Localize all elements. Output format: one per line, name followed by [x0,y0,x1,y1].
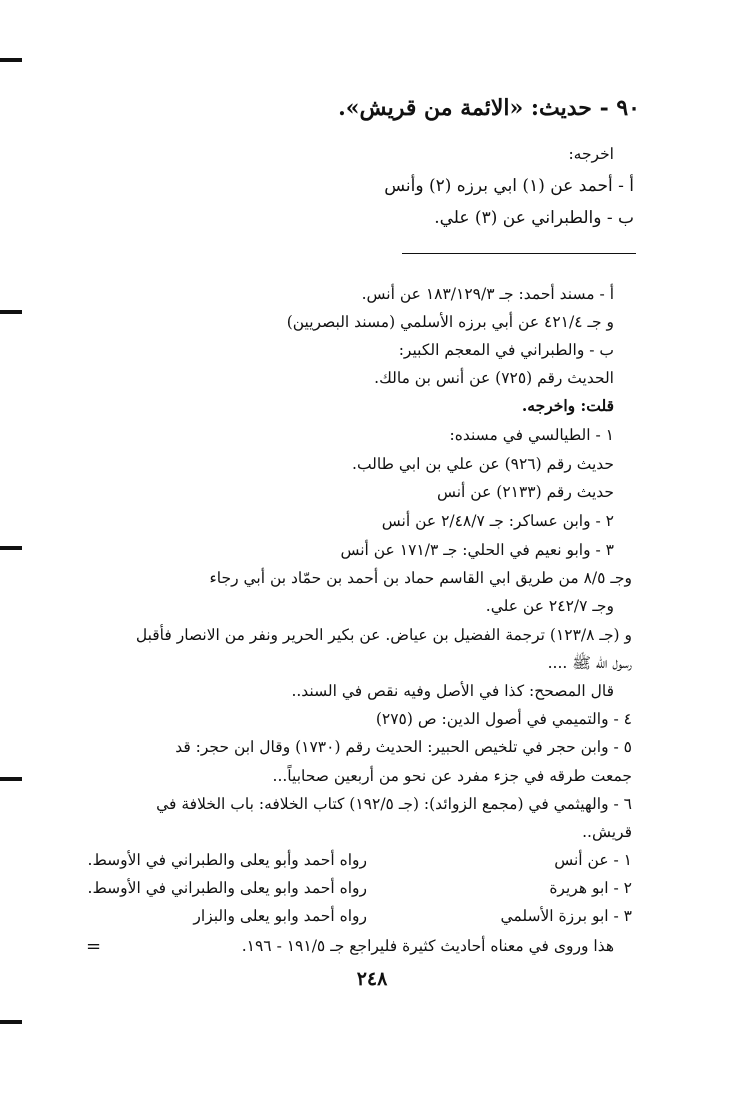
edge-mark [0,1020,22,1024]
narration-source: ١ - عن أنس [554,851,632,869]
note-line: و جـ ٤٢١/٤ عن أبي برزه الأسلمي (مسند البصريين) [286,313,614,331]
narration-source: ٣ - ابو برزة الأسلمي [500,907,632,925]
note-line: و (جـ ١٢٣/٨) ترجمة الفضيل بن عياض. عن بكير الحرير ونفر من الانصار فأقبل [135,626,632,644]
note-line: ٦ - والهيثمي في (مجمع الزوائد): (جـ ١٩٢/٥) كتاب الخلافه: باب الخلافة في [156,795,632,813]
note-line: رسول الله ﷺ .... [547,654,632,672]
edge-mark [0,310,22,314]
edge-mark [0,777,22,781]
narration-row [72,876,632,900]
hadith-title: ٩٠ - حديث: «الائمة من قريش». [338,95,640,121]
note-line: وجـ ٨/٥ من طريق ابي القاسم حماد بن أحمد بن حمّاد بن أبي رجاء [209,569,632,587]
note-line: قلت: واخرجه. [521,396,614,415]
narration-source: ٢ - ابو هريرة [549,879,632,897]
note-line: ٣ - وابو نعيم في الحلي: جـ ١٧١/٣ عن أنس [340,541,614,559]
note-line: جمعت طرقه في جزء مفرد عن نحو من أربعين صحابياً... [272,767,632,785]
note-line: ٥ - وابن حجر في تلخيص الحبير: الحديث رقم (١٧٣٠) وقال ابن حجر: قد [175,738,632,756]
narration-row [72,848,632,872]
note-line: ب - والطبراني في المعجم الكبير: [398,341,614,359]
narration-reporters: رواه أحمد وابو يعلى والبزار [193,907,367,925]
narration-row [72,904,632,928]
note-line: حديث رقم (٩٢٦) عن علي بن ابي طالب. [352,455,614,473]
narration-reporters: رواه أحمد وأبو يعلى والطبراني في الأوسط. [87,851,367,869]
edge-mark [0,58,22,62]
note-line: ١ - الطيالسي في مسنده: [449,426,614,444]
intro-line: أ - أحمد عن (١) ابي برزه (٢) وأنس [384,176,634,196]
note-line: حديث رقم (٢١٣٣) عن أنس [436,483,614,501]
note-line: أ - مسند أحمد: جـ ١٨٣/١٢٩/٣ عن أنس. [361,285,614,303]
note-line: وجـ ٢٤٢/٧ عن علي. [485,597,614,615]
note-line: ٤ - والتميمي في أصول الدين: ص (٢٧٥) [375,710,632,728]
note-line: قريش.. [582,823,632,841]
note-line: قال المصحح: كذا في الأصل وفيه نقص في السند.. [291,682,614,700]
note-line: الحديث رقم (٧٢٥) عن أنس بن مالك. [374,369,614,387]
closing-line: هذا وروى في معناه أحاديث كثيرة فليراجع جـ ١٩١/٥ - ١٩٦. [241,937,614,955]
page-number: ٢٤٨ [356,968,388,990]
edge-mark [0,546,22,550]
note-line: ٢ - وابن عساكر: جـ ٢/٤٨/٧ عن أنس [381,512,614,530]
narration-reporters: رواه أحمد وابو يعلى والطبراني في الأوسط. [87,879,367,897]
intro-line: اخرجه: [568,145,614,163]
continuation-mark: = [86,936,102,957]
intro-line: ب - والطبراني عن (٣) علي. [434,208,634,228]
footnote-divider [402,253,636,254]
